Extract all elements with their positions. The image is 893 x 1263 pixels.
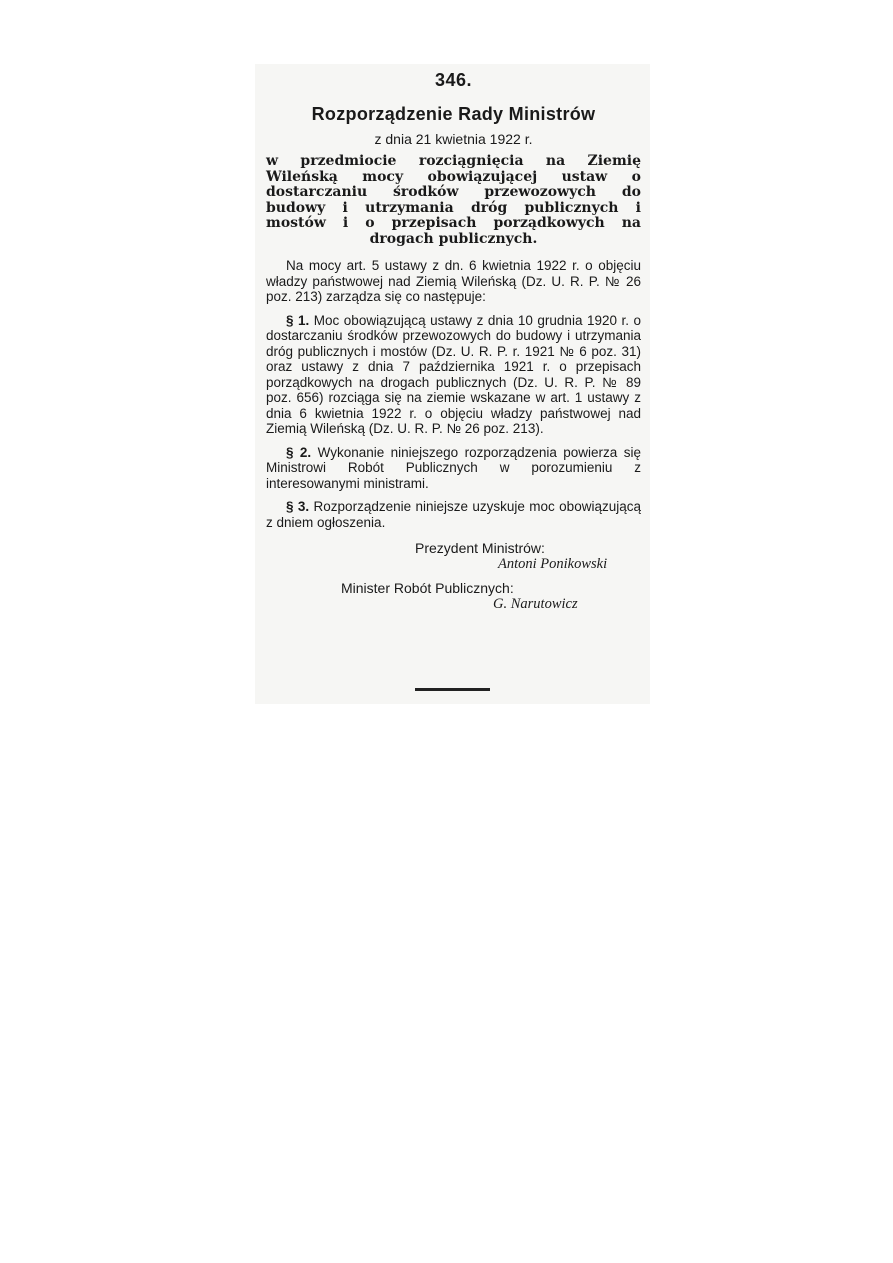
signature-role: Minister Robót Publicznych: [341, 580, 514, 596]
document-title: Rozporządzenie Rady Ministrów [311, 104, 596, 124]
section-1-marker: § 1. [286, 312, 310, 328]
section-2-text: Wykonanie niniejszego rozporządzenia powierza się Ministrowi Robót Publicznych w porozumieniu z interesowanymi ministrami. [266, 444, 641, 491]
act-number: 346. [434, 70, 473, 90]
closing-rule [415, 688, 490, 691]
signature-name: G. Narutowicz [493, 596, 578, 612]
document-subject: w przedmiocie rozciągnięcia na Ziemię Wileńską mocy obowiązującej ustaw o dostarczaniu środków przewozowych do budowy i utrzymania dróg publicznych i mostów i o przepisach porządkowych na drogach publicznych. [266, 153, 641, 247]
section-3 [266, 499, 641, 530]
section-2 [266, 445, 641, 492]
section-1 [266, 313, 641, 437]
section-2-marker: § 2. [286, 444, 312, 460]
section-1-text: Moc obowiązującą ustawy z dnia 10 grudnia 1920 r. o dostarczaniu środków przewozowych do budowy i utrzymania dróg publicznych i mostów (Dz. U. R. P. r. 1921 № 6 poz. 31) oraz ustawy z dnia 7 października 1921 r. o przepisach porządkowych na drogach publicznych (Dz. U. R. P. № 89 poz. 656) rozciąga się na ziemie wskazane w art. 1 ustawy z dnia 6 kwietnia 1922 r. o objęciu władzy państwowej nad Ziemią Wileńską (Dz. U. R. P. № 26 poz. 213). [266, 312, 641, 436]
preamble: Na mocy art. 5 ustawy z dn. 6 kwietnia 1922 r. o objęciu władzy państwowej nad Ziemią Wileńską (Dz. U. R. P. № 26 poz. 213) zarządza się co następuje: [266, 258, 641, 304]
signature-name: Antoni Ponikowski [498, 556, 608, 572]
section-3-marker: § 3. [286, 499, 310, 514]
document-date: z dnia 21 kwietnia 1922 r. [374, 131, 533, 147]
signature-role: Prezydent Ministrów: [415, 540, 545, 556]
document-column [266, 70, 641, 613]
signature-minister-public-works [266, 580, 641, 613]
signature-prime-minister [266, 540, 641, 573]
section-3-text: Rozporządzenie niniejsze uzyskuje moc obowiązującą z dniem ogłoszenia. [266, 499, 641, 530]
